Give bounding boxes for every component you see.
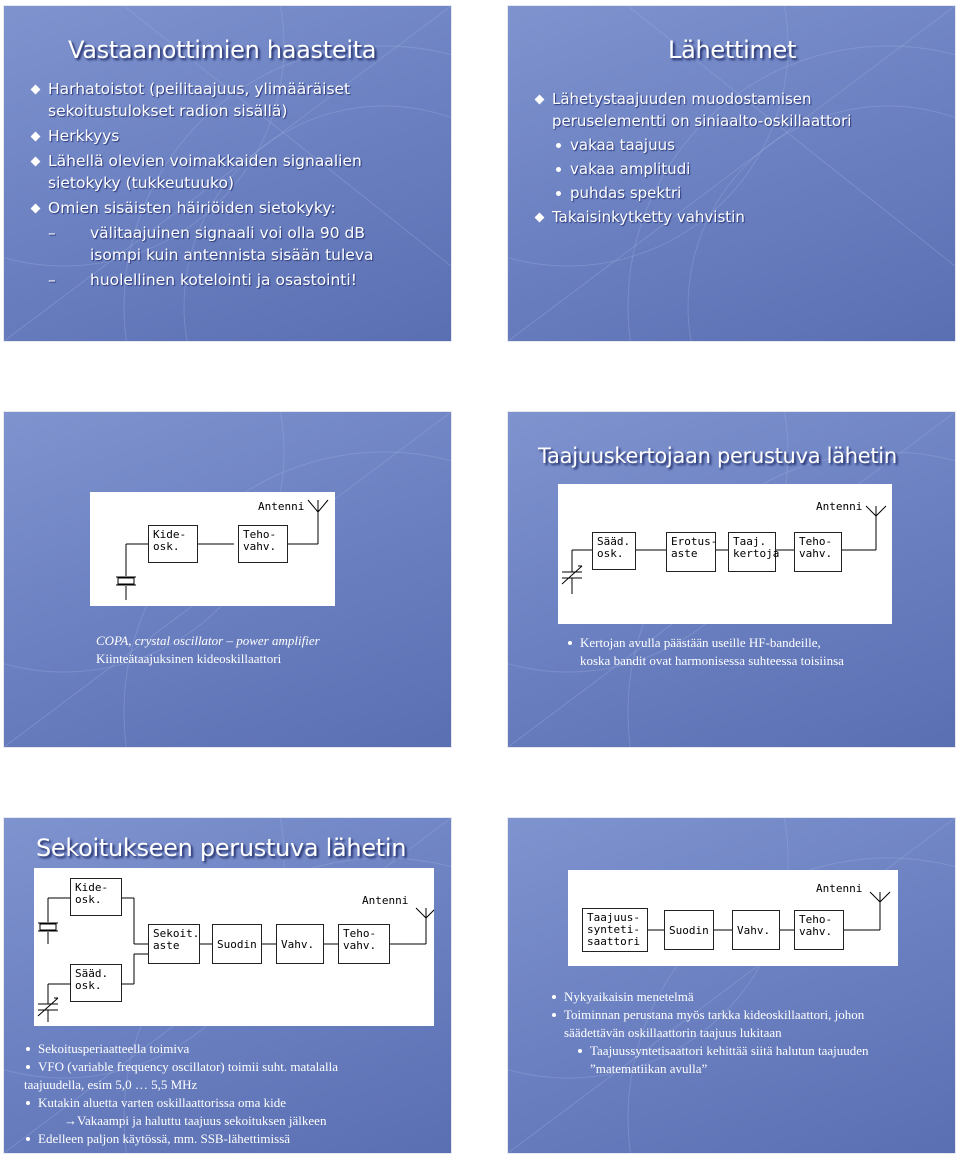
- antenna-label: Antenni: [816, 882, 863, 895]
- sub-list-item: [30, 269, 440, 291]
- slide-transmitters: [508, 6, 955, 341]
- multiplier-block-diagram: [558, 484, 892, 624]
- synthesizer-block-diagram: [568, 870, 898, 966]
- diamond-bullet-icon: [31, 132, 41, 142]
- list-item-continuation: →Vakaampi ja haluttu taajuus sekoituksen jälkeen: [64, 1113, 327, 1128]
- note-text: Taajuussyntetisaattori kehittää siitä halutun taajuuden: [590, 1043, 869, 1058]
- diamond-bullet-icon: [31, 157, 41, 167]
- list-item: [566, 634, 844, 652]
- slide-title: Sekoitukseen perustuva lähetin: [36, 834, 407, 862]
- synthesizer-notes: [550, 988, 869, 1078]
- diamond-bullet-icon: [535, 213, 545, 223]
- dot-bullet-icon: [26, 1047, 30, 1051]
- copa-caption: [96, 632, 320, 668]
- adjustable-oscillator-block: Sääd. osk.: [592, 532, 636, 570]
- sub-list-item: [534, 158, 949, 180]
- slide-multiplier-transmitter: [508, 412, 955, 747]
- antenna-label: Antenni: [816, 500, 863, 513]
- slide-title: Taajuuskertojaan perustuva lähetin: [538, 444, 897, 468]
- list-item: [30, 125, 440, 147]
- mixer-notes: [24, 1040, 338, 1148]
- note-text: Sekoitusperiaatteella toimiva: [38, 1041, 190, 1056]
- diamond-bullet-icon: [31, 204, 41, 214]
- list-item: [24, 1130, 338, 1148]
- adjustable-oscillator-block: Sääd. osk.: [70, 964, 122, 1002]
- antenna-label: Antenni: [258, 500, 305, 513]
- sub-list-item: [30, 244, 440, 266]
- bullet-text: Herkkyys: [48, 127, 120, 145]
- note-text: Kutakin aluetta varten oskillaattorissa oma kide: [38, 1095, 287, 1110]
- power-amplifier-block: Teho- vahv.: [338, 924, 390, 964]
- note-text: VFO (variable frequency oscillator) toimii suht. matalalla: [38, 1059, 338, 1074]
- note-text: Kertojan avulla päästään useille HF-bandeille,: [580, 635, 821, 650]
- dot-bullet-icon: [556, 191, 561, 196]
- slide-mixer-transmitter: [4, 818, 451, 1153]
- sub-list-item: [534, 182, 949, 204]
- mixer-stage-block: Sekoit. aste: [148, 924, 200, 964]
- list-item: [24, 1058, 338, 1076]
- bullet-text: sekoitustulokset radion sisällä): [48, 102, 288, 120]
- list-item: [534, 88, 949, 110]
- list-item-continuation: koska bandit ovat harmonisessa suhteessa toisiinsa: [580, 653, 844, 668]
- amplifier-block: Vahv.: [276, 924, 324, 964]
- bullet-text: peruselementti on siniaalto-oskillaattori: [552, 112, 852, 130]
- slide-title: Vastaanottimien haasteita: [68, 36, 377, 64]
- list-item: [24, 1094, 338, 1112]
- list-item: [550, 1006, 869, 1024]
- slide-synthesizer-transmitter: [508, 818, 955, 1153]
- sub-text: huolellinen kotelointi ja osastointi!: [90, 271, 357, 289]
- list-item: [24, 1040, 338, 1058]
- note-text: Toiminnan perustana myös tarkka kideoskillaattori, johon: [564, 1007, 865, 1022]
- list-item: [30, 197, 440, 219]
- caption-line: COPA, crystal oscillator – power amplifier: [96, 633, 320, 648]
- slide-receiver-challenges: [4, 6, 451, 341]
- buffer-stage-block: Erotus- aste: [666, 532, 716, 572]
- crystal-oscillator-block: Kide- osk.: [148, 525, 198, 563]
- dot-bullet-icon: [556, 143, 561, 148]
- mixer-block-diagram: [34, 868, 434, 1026]
- bullet-list: [534, 88, 949, 228]
- list-item: [550, 988, 869, 1006]
- dot-bullet-icon: [552, 1013, 556, 1017]
- list-item: [30, 150, 440, 172]
- power-amplifier-block: Teho- vahv.: [794, 532, 842, 572]
- diamond-bullet-icon: [31, 85, 41, 95]
- dot-bullet-icon: [26, 1101, 30, 1105]
- multiplier-notes: [566, 634, 844, 670]
- sub-text: puhdas spektri: [570, 184, 682, 202]
- list-item-continuation: taajuudella, esim 5,0 … 5,5 MHz: [24, 1077, 198, 1092]
- crystal-oscillator-block: Kide- osk.: [70, 878, 122, 916]
- dot-bullet-icon: [578, 1049, 582, 1053]
- caption-line: Kiinteätaajuksinen kideoskillaattori: [96, 651, 282, 666]
- sub-text: vakaa amplitudi: [570, 160, 691, 178]
- copa-block-diagram: [90, 492, 335, 606]
- frequency-synthesizer-block: Taajuus- synteti- saattori: [582, 908, 648, 952]
- dot-bullet-icon: [552, 995, 556, 999]
- diamond-bullet-icon: [535, 95, 545, 105]
- bullet-list: [30, 78, 440, 291]
- filter-block: Suodin: [664, 910, 714, 950]
- slide-copa-transmitter: [4, 412, 451, 747]
- sub-text: vakaa taajuus: [570, 136, 675, 154]
- list-item-continuation: ”matematiikan avulla”: [590, 1061, 708, 1076]
- frequency-multiplier-block: Taaj. kertoja: [728, 532, 776, 572]
- list-item-continuation: säädettävän oskillaattorin taajuus lukitaan: [564, 1025, 782, 1040]
- bullet-text: Lähetystaajuuden muodostamisen: [552, 90, 812, 108]
- bullet-text: Harhatoistot (peilitaajuus, ylimääräiset: [48, 80, 351, 98]
- dash-bullet-icon: –: [48, 224, 56, 242]
- dot-bullet-icon: [568, 641, 572, 645]
- list-item: [534, 206, 949, 228]
- amplifier-block: Vahv.: [732, 910, 780, 950]
- antenna-label: Antenni: [362, 894, 409, 907]
- dot-bullet-icon: [26, 1137, 30, 1141]
- sub-list-item: [550, 1042, 869, 1060]
- note-text: Edelleen paljon käytössä, mm. SSB-lähettimissä: [38, 1131, 291, 1146]
- sub-list-item: [30, 222, 440, 244]
- power-amplifier-block: Teho- vahv.: [238, 525, 288, 563]
- bullet-text: Lähellä olevien voimakkaiden signaalien: [48, 152, 362, 170]
- list-item: [30, 100, 440, 122]
- filter-block: Suodin: [212, 924, 262, 964]
- power-amplifier-block: Teho- vahv.: [794, 910, 844, 950]
- dot-bullet-icon: [556, 167, 561, 172]
- dash-bullet-icon: –: [48, 271, 56, 289]
- bullet-text: Omien sisäisten häiriöiden sietokyky:: [48, 199, 336, 217]
- list-item: [30, 172, 440, 194]
- note-text: Nykyaikaisin menetelmä: [564, 989, 694, 1004]
- dot-bullet-icon: [26, 1065, 30, 1069]
- sub-list-item: [534, 134, 949, 156]
- list-item: [30, 78, 440, 100]
- bullet-text: sietokyky (tukkeutuuko): [48, 174, 234, 192]
- bullet-text: Takaisinkytketty vahvistin: [552, 208, 745, 226]
- sub-text: välitaajuinen signaali voi olla 90 dB: [90, 224, 366, 242]
- sub-text: isompi kuin antennista sisään tuleva: [90, 246, 374, 264]
- slide-title: Lähettimet: [668, 36, 797, 64]
- list-item: [534, 110, 949, 132]
